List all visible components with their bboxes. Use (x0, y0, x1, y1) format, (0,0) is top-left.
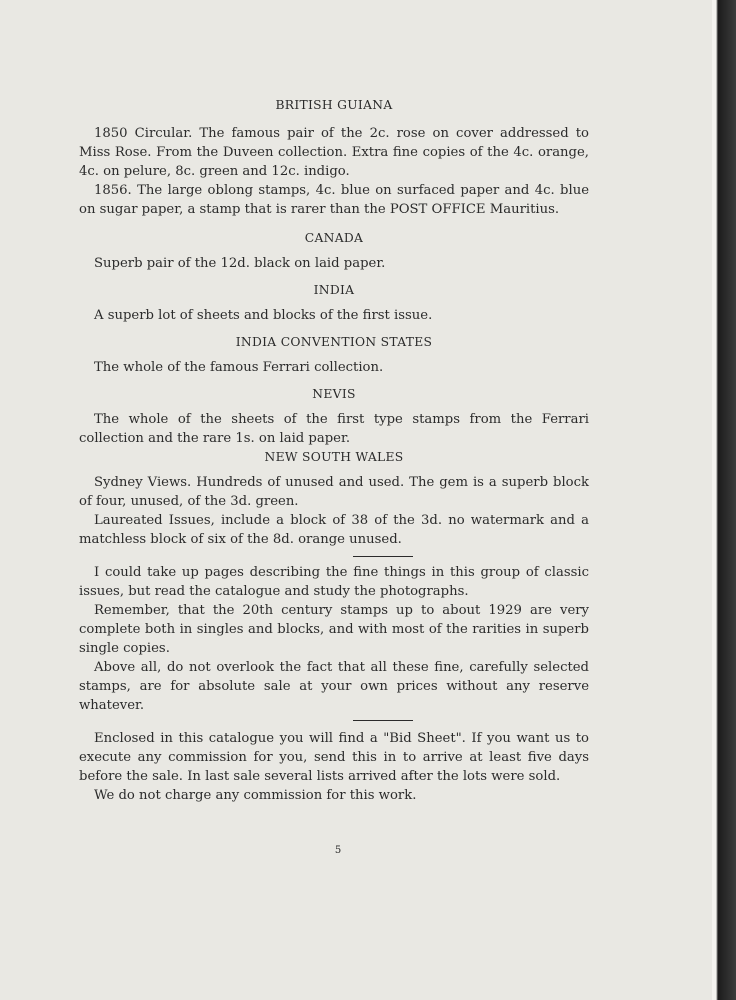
paragraph-absolute-sale: Above all, do not overlook the fact that all these fine, carefully selected stamps, are for absolute sale at your own prices without any reserve whatever. (79, 660, 589, 713)
paragraph-bid-sheet: Enclosed in this catalogue you will find a "Bid Sheet". If you want us to execute any commission for you, send this in to arrive at least five days before the sale. In last sale several lists arrived after the lots were sold. (79, 731, 589, 784)
section-divider (353, 556, 413, 557)
paragraph-1850-circular: 1850 Circular. The famous pair of the 2c. rose on cover addressed to Miss Rose. From the Duveen collection. Extra fine copies of the 4c. orange, 4c. on pelure, 8c. green and 12c. indigo. (79, 126, 589, 179)
heading-british-guiana: BRITISH GUIANA (275, 98, 393, 112)
book-spine-edge (712, 0, 736, 1000)
page-number: 5 (334, 845, 342, 856)
heading-new-south-wales: NEW SOUTH WALES (264, 450, 404, 464)
paragraph-no-commission: We do not charge any commission for this work. (94, 788, 417, 803)
section-divider (353, 720, 413, 721)
paragraph-laureated-issues: Laureated Issues, include a block of 38 of the 3d. no watermark and a matchless block of six of the 8d. orange unused. (79, 513, 589, 547)
paragraph-nevis: The whole of the sheets of the first type stamps from the Ferrari collection and the rare 1s. on laid paper. (79, 412, 589, 446)
paragraph-canada: Superb pair of the 12d. black on laid paper. (94, 256, 386, 271)
heading-india-convention-states: INDIA CONVENTION STATES (235, 335, 433, 349)
paragraph-sydney-views: Sydney Views. Hundreds of unused and used. The gem is a superb block of four, unused, of the 3d. green. (79, 475, 589, 509)
heading-canada: CANADA (304, 231, 364, 245)
paragraph-20th-century: Remember, that the 20th century stamps up to about 1929 are very complete both in singles and blocks, and with most of the rarities in superb single copies. (79, 603, 589, 656)
heading-india: INDIA (313, 283, 355, 297)
paragraph-classic-issues: I could take up pages describing the fine things in this group of classic issues, but read the catalogue and study the photographs. (79, 565, 589, 599)
paragraph-india: A superb lot of sheets and blocks of the first issue. (94, 308, 433, 323)
heading-nevis: NEVIS (312, 387, 356, 401)
paragraph-india-convention-states: The whole of the famous Ferrari collection. (94, 360, 384, 375)
paragraph-1856-oblong: 1856. The large oblong stamps, 4c. blue on surfaced paper and 4c. blue on sugar paper, a stamp that is rarer than the POST OFFICE Mauritius. (79, 183, 589, 217)
page-body (79, 96, 589, 805)
